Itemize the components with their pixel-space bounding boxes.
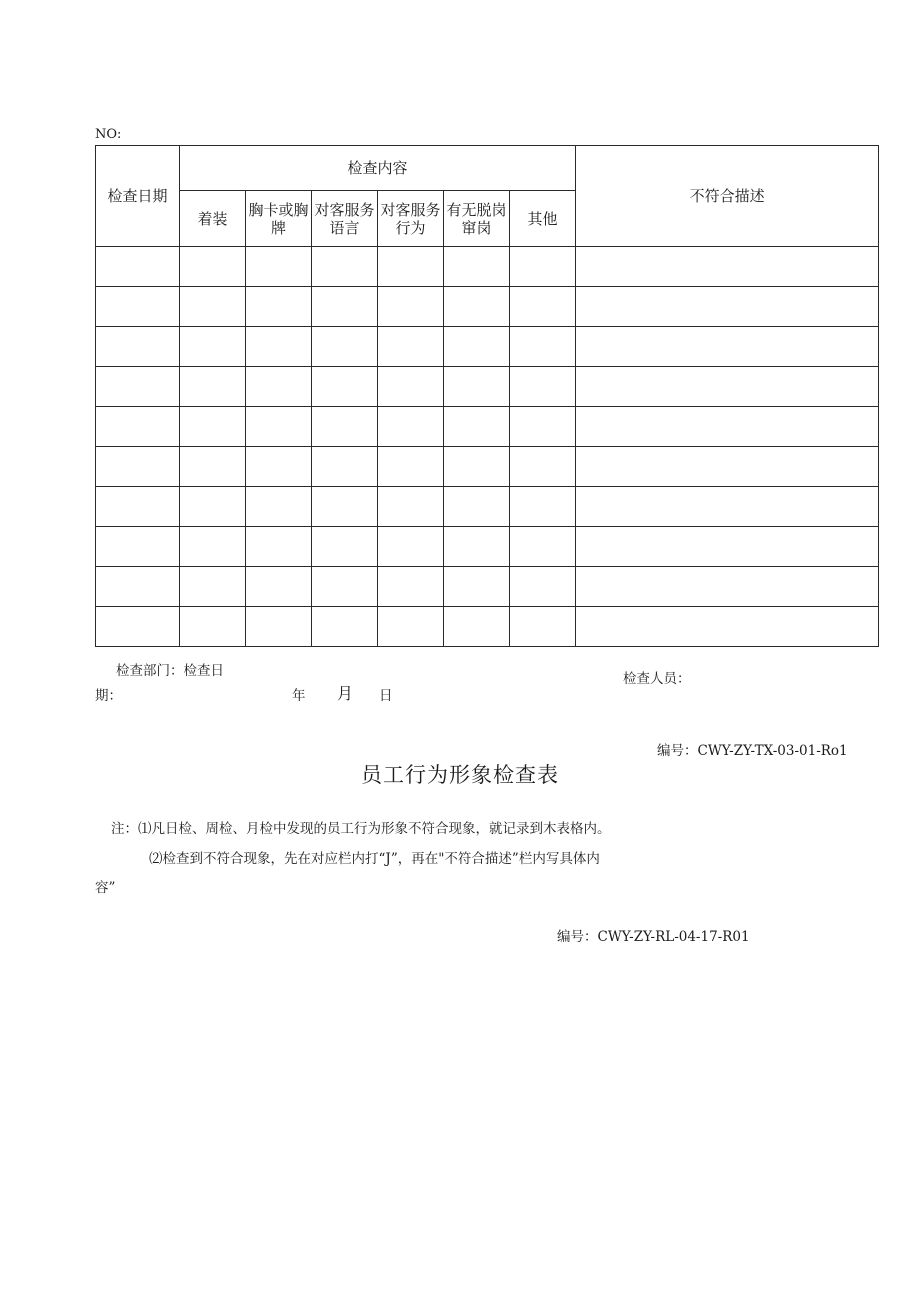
document-code-bottom: 编号：CWY-ZY-RL-04-17-R01: [557, 929, 750, 945]
table-cell[interactable]: [312, 287, 378, 327]
table-cell[interactable]: [378, 407, 444, 447]
table-cell[interactable]: [576, 367, 879, 407]
table-cell[interactable]: [180, 607, 246, 647]
table-cell[interactable]: [378, 487, 444, 527]
table-cell[interactable]: [576, 527, 879, 567]
table-cell[interactable]: [96, 527, 180, 567]
table-cell[interactable]: [510, 487, 576, 527]
subheader-service-behavior: 对客服务行为: [378, 191, 444, 247]
table-cell[interactable]: [444, 327, 510, 367]
table-cell[interactable]: [246, 287, 312, 327]
table-cell[interactable]: [312, 527, 378, 567]
document-code-top: 编号：CWY-ZY-TX-03-01-Ro1: [657, 743, 848, 759]
note-1: 注：⑴凡日检、周检、月检中发现的员工行为形象不符合现象，就记录到木表格内。: [111, 821, 611, 837]
table-row: [96, 607, 879, 647]
table-cell[interactable]: [444, 287, 510, 327]
table-cell[interactable]: [444, 407, 510, 447]
table-row: [96, 247, 879, 287]
page-title: 员工行为形象检查表: [361, 763, 559, 787]
table-cell[interactable]: [180, 567, 246, 607]
table-cell[interactable]: [96, 287, 180, 327]
table-cell[interactable]: [510, 447, 576, 487]
table-row: [96, 287, 879, 327]
table-cell[interactable]: [444, 367, 510, 407]
table-cell[interactable]: [180, 367, 246, 407]
table-cell[interactable]: [246, 327, 312, 367]
header-inspection-content: 检查内容: [180, 146, 576, 191]
table-cell[interactable]: [312, 607, 378, 647]
table-cell[interactable]: [378, 607, 444, 647]
header-inspection-date: 检查日期: [96, 146, 180, 247]
table-row: [96, 407, 879, 447]
table-cell[interactable]: [576, 327, 879, 367]
table-cell[interactable]: [246, 487, 312, 527]
table-cell[interactable]: [246, 567, 312, 607]
inspection-department-label: 检查部门：检查日: [116, 663, 224, 679]
table-cell[interactable]: [444, 487, 510, 527]
table-cell[interactable]: [180, 487, 246, 527]
table-cell[interactable]: [246, 607, 312, 647]
table-cell[interactable]: [444, 567, 510, 607]
table-cell[interactable]: [576, 247, 879, 287]
year-label: 年: [292, 688, 306, 704]
table-cell[interactable]: [312, 487, 378, 527]
day-label: 日: [379, 688, 393, 704]
subheader-attire: 着装: [180, 191, 246, 247]
table-cell[interactable]: [576, 607, 879, 647]
table-cell[interactable]: [510, 287, 576, 327]
table-cell[interactable]: [312, 407, 378, 447]
table-cell[interactable]: [96, 607, 180, 647]
table-cell[interactable]: [96, 407, 180, 447]
table-cell[interactable]: [444, 447, 510, 487]
table-cell[interactable]: [510, 527, 576, 567]
table-cell[interactable]: [378, 287, 444, 327]
table-cell[interactable]: [312, 447, 378, 487]
table-cell[interactable]: [312, 367, 378, 407]
table-cell[interactable]: [246, 407, 312, 447]
table-cell[interactable]: [444, 527, 510, 567]
subheader-service-language: 对客服务语言: [312, 191, 378, 247]
table-cell[interactable]: [576, 287, 879, 327]
table-row: [96, 487, 879, 527]
form-number-label: NO:: [95, 127, 122, 142]
table-cell[interactable]: [510, 367, 576, 407]
subheader-other: 其他: [510, 191, 576, 247]
table-cell[interactable]: [378, 527, 444, 567]
table-cell[interactable]: [378, 327, 444, 367]
table-row: [96, 567, 879, 607]
table-cell[interactable]: [180, 447, 246, 487]
table-row: [96, 327, 879, 367]
subheader-absence: 有无脱岗窜岗: [444, 191, 510, 247]
table-cell[interactable]: [96, 487, 180, 527]
note-2-line-1: ⑵检查到不符合现象，先在对应栏内打“J”，再在"不符合描述”栏内写具体内: [149, 851, 600, 867]
month-label: 月: [337, 684, 354, 703]
table-cell[interactable]: [96, 567, 180, 607]
table-cell[interactable]: [510, 567, 576, 607]
table-cell[interactable]: [576, 407, 879, 447]
table-row: [96, 367, 879, 407]
table-cell[interactable]: [180, 327, 246, 367]
subheader-badge: 胸卡或胸牌: [246, 191, 312, 247]
table-cell[interactable]: [378, 367, 444, 407]
table-cell[interactable]: [576, 447, 879, 487]
table-cell[interactable]: [312, 247, 378, 287]
table-cell[interactable]: [510, 607, 576, 647]
table-cell[interactable]: [510, 327, 576, 367]
header-nonconformity-description: 不符合描述: [576, 146, 879, 247]
table-cell[interactable]: [576, 567, 879, 607]
table-row: [96, 447, 879, 487]
table-cell[interactable]: [378, 447, 444, 487]
table-cell[interactable]: [96, 367, 180, 407]
table-cell[interactable]: [444, 247, 510, 287]
table-cell[interactable]: [246, 247, 312, 287]
table-cell[interactable]: [180, 527, 246, 567]
table-cell[interactable]: [510, 247, 576, 287]
table-cell[interactable]: [96, 327, 180, 367]
table-cell[interactable]: [246, 447, 312, 487]
table-cell[interactable]: [246, 367, 312, 407]
inspection-table: [95, 145, 879, 647]
table-cell[interactable]: [576, 487, 879, 527]
note-2-line-2: 容”: [95, 880, 116, 896]
table-cell[interactable]: [378, 567, 444, 607]
table-cell[interactable]: [378, 247, 444, 287]
table-cell[interactable]: [312, 567, 378, 607]
table-cell[interactable]: [246, 527, 312, 567]
table-cell[interactable]: [180, 287, 246, 327]
table-cell[interactable]: [180, 247, 246, 287]
table-cell[interactable]: [180, 407, 246, 447]
inspector-label: 检查人员：: [623, 671, 691, 687]
inspection-period-label: 期：: [95, 688, 122, 704]
table-cell[interactable]: [312, 327, 378, 367]
table-cell[interactable]: [96, 447, 180, 487]
table-cell[interactable]: [96, 247, 180, 287]
table-cell[interactable]: [510, 407, 576, 447]
table-row: [96, 527, 879, 567]
table-cell[interactable]: [444, 607, 510, 647]
